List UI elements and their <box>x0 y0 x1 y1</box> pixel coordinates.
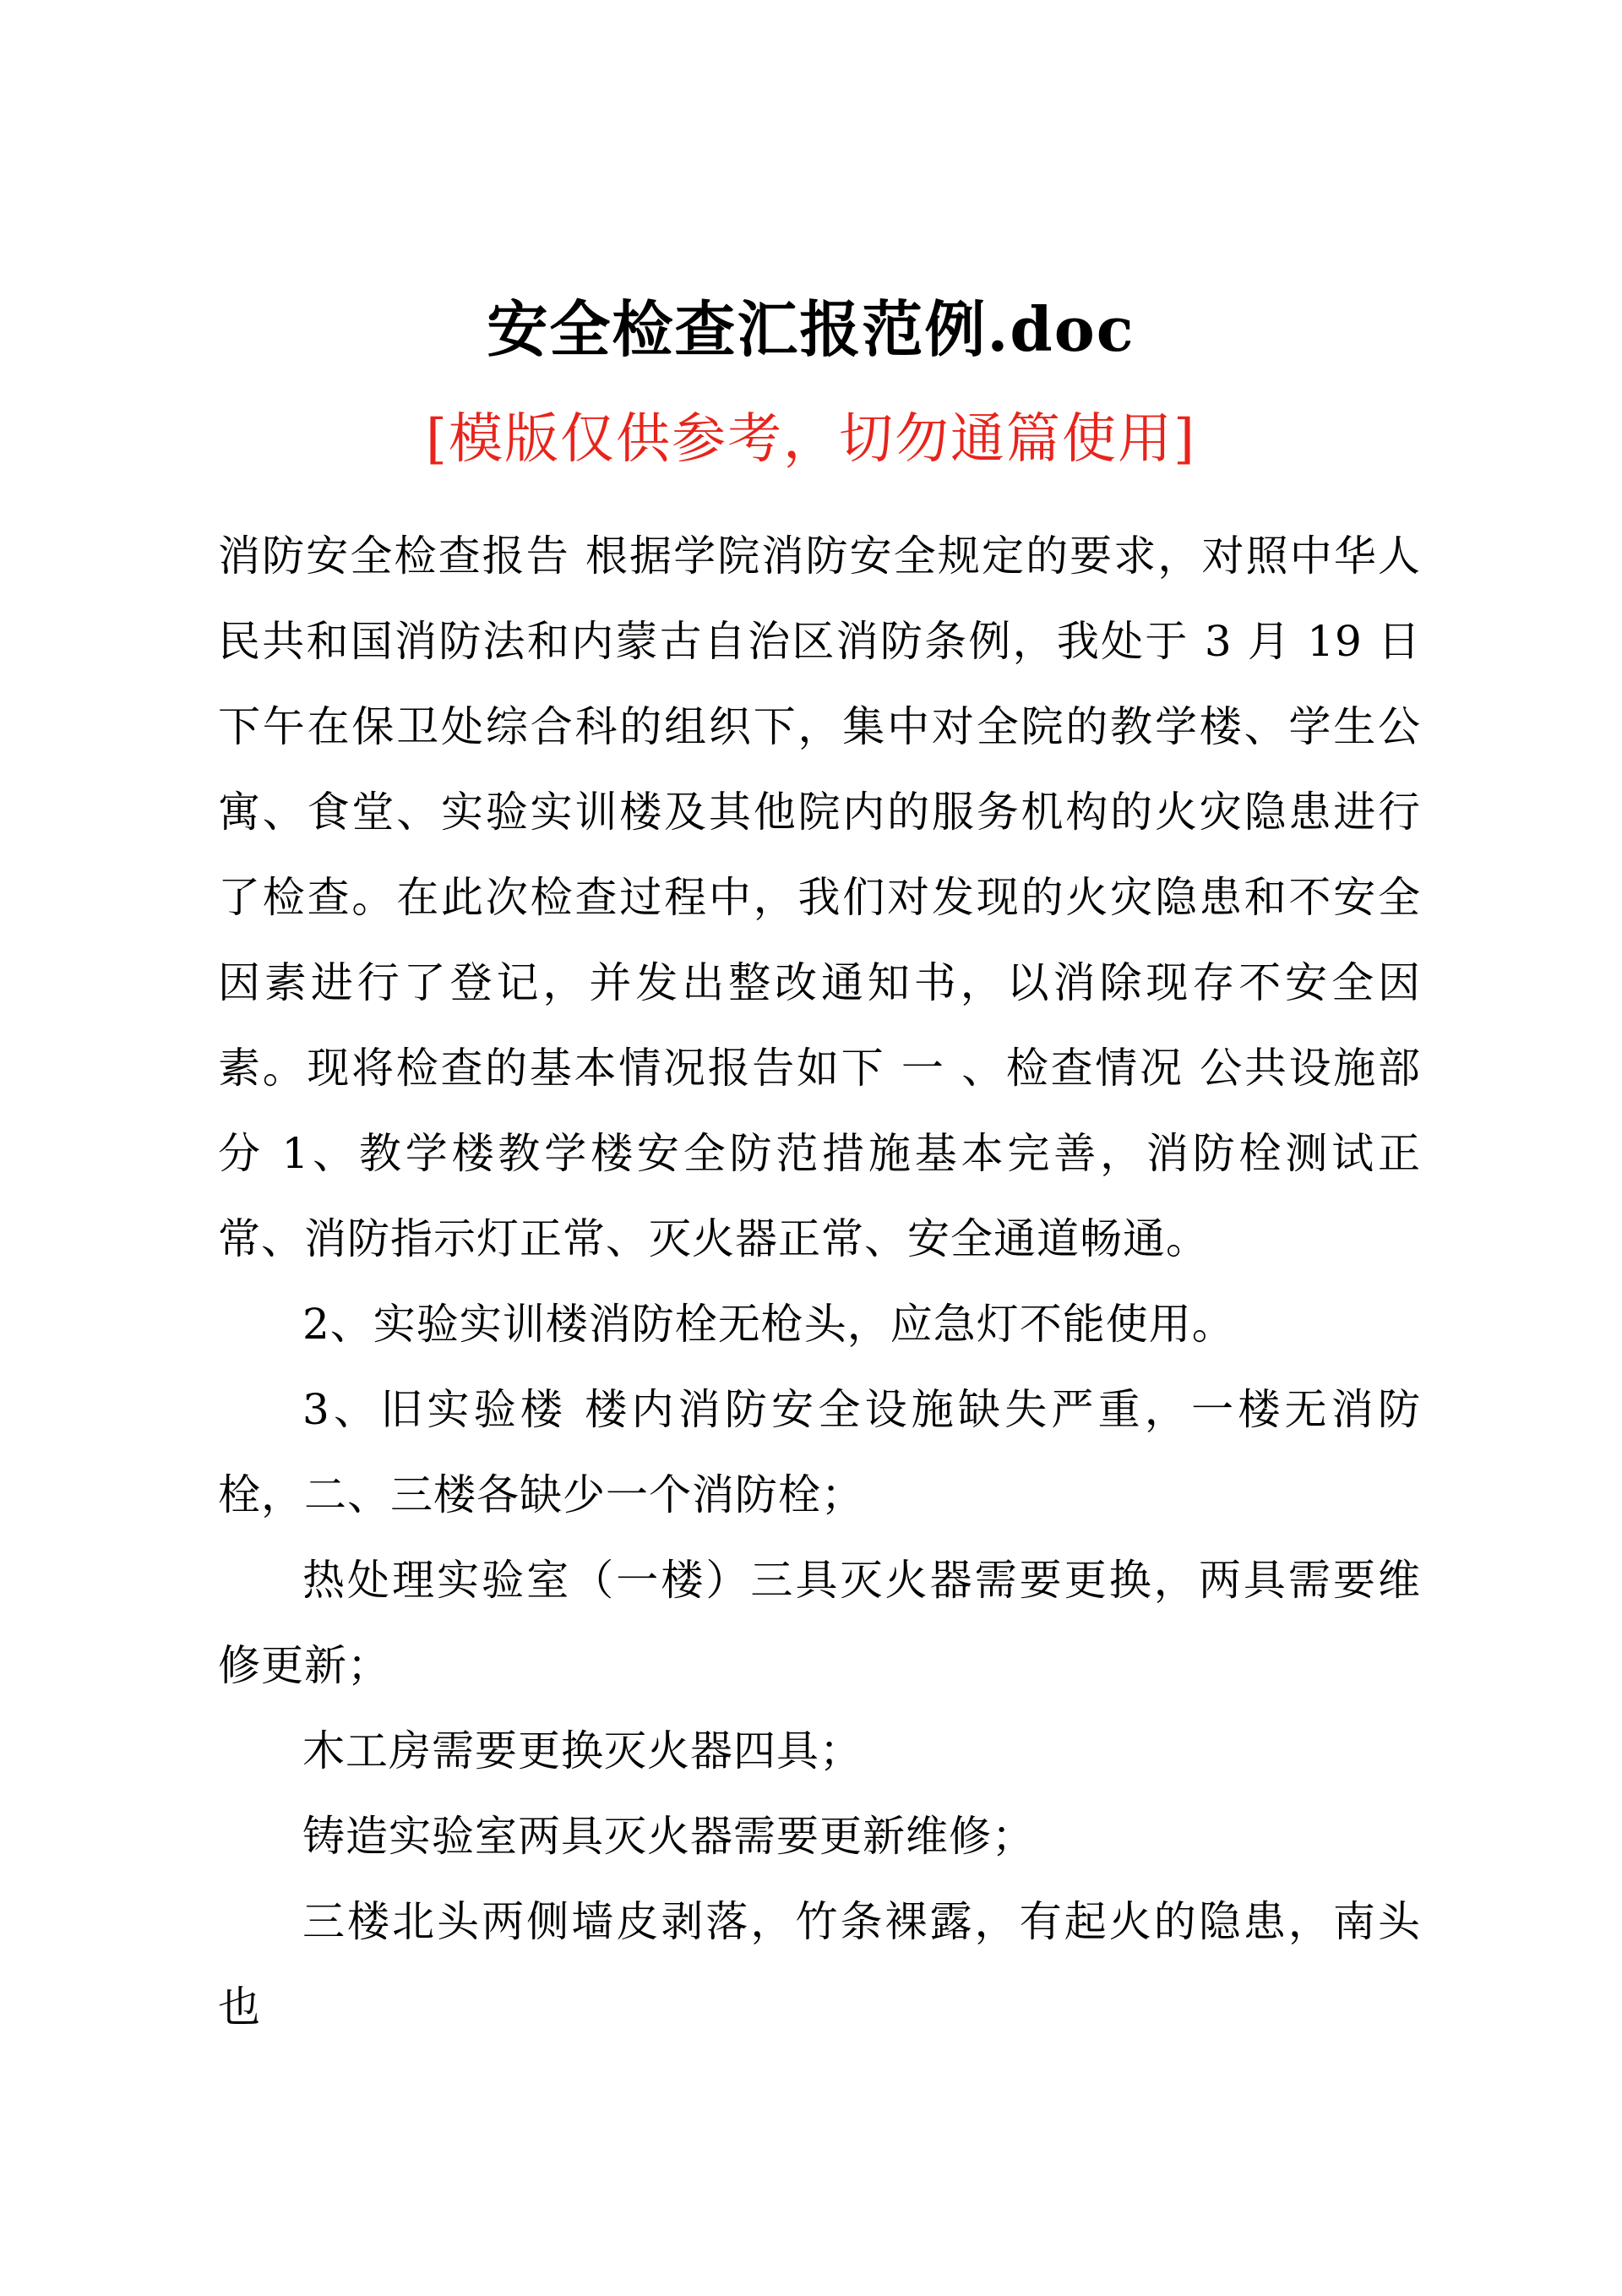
body-paragraph-1: 消防安全检查报告 根据学院消防安全规定的要求，对照中华人民共和国消防法和内蒙古自治区消防条例，我处于 3 月 19 日下午在保卫处综合科的组织下，集中对全院的教学楼、学生公寓、食堂、实验实训楼及其他院内的服务机构的火灾隐患进行了检查。在此次检查过程中，我们对发现的火灾隐患和不安全因素进行了登记，并发出整改通知书，以消除现存不安全因素。现将检查的基本情况报告如下 一 、检查情况 公共设施部分 1、教学楼教学楼安全防范措施基本完善，消防栓测试正常、消防指示灯正常、灭火器正常、安全通道畅通。 <box>218 532 1421 1263</box>
body-paragraph-4: 热处理实验室（一楼）三具灭火器需要更换，两具需要维修更新； <box>218 1556 1421 1690</box>
body-paragraph-5: 木工房需要更换灭火器四具； <box>302 1726 863 1775</box>
body-paragraph-7: 三楼北头两侧墙皮剥落，竹条裸露，有起火的隐患，南头也 <box>218 1897 1421 2031</box>
body-paragraph-2: 2、实验实训楼消防栓无枪头，应急灯不能使用。 <box>302 1300 1235 1349</box>
body-paragraph-3: 3、旧实验楼 楼内消防安全设施缺失严重，一楼无消防栓，二、三楼各缺少一个消防栓； <box>218 1385 1421 1519</box>
document-title: 安全检查汇报范例.doc <box>487 293 1135 365</box>
document-body <box>218 514 1421 2050</box>
template-notice: [模版仅供参考，切勿通篇使用] <box>426 408 1196 471</box>
body-paragraph-6: 铸造实验室两具灭火器需要更新维修； <box>302 1812 1035 1861</box>
